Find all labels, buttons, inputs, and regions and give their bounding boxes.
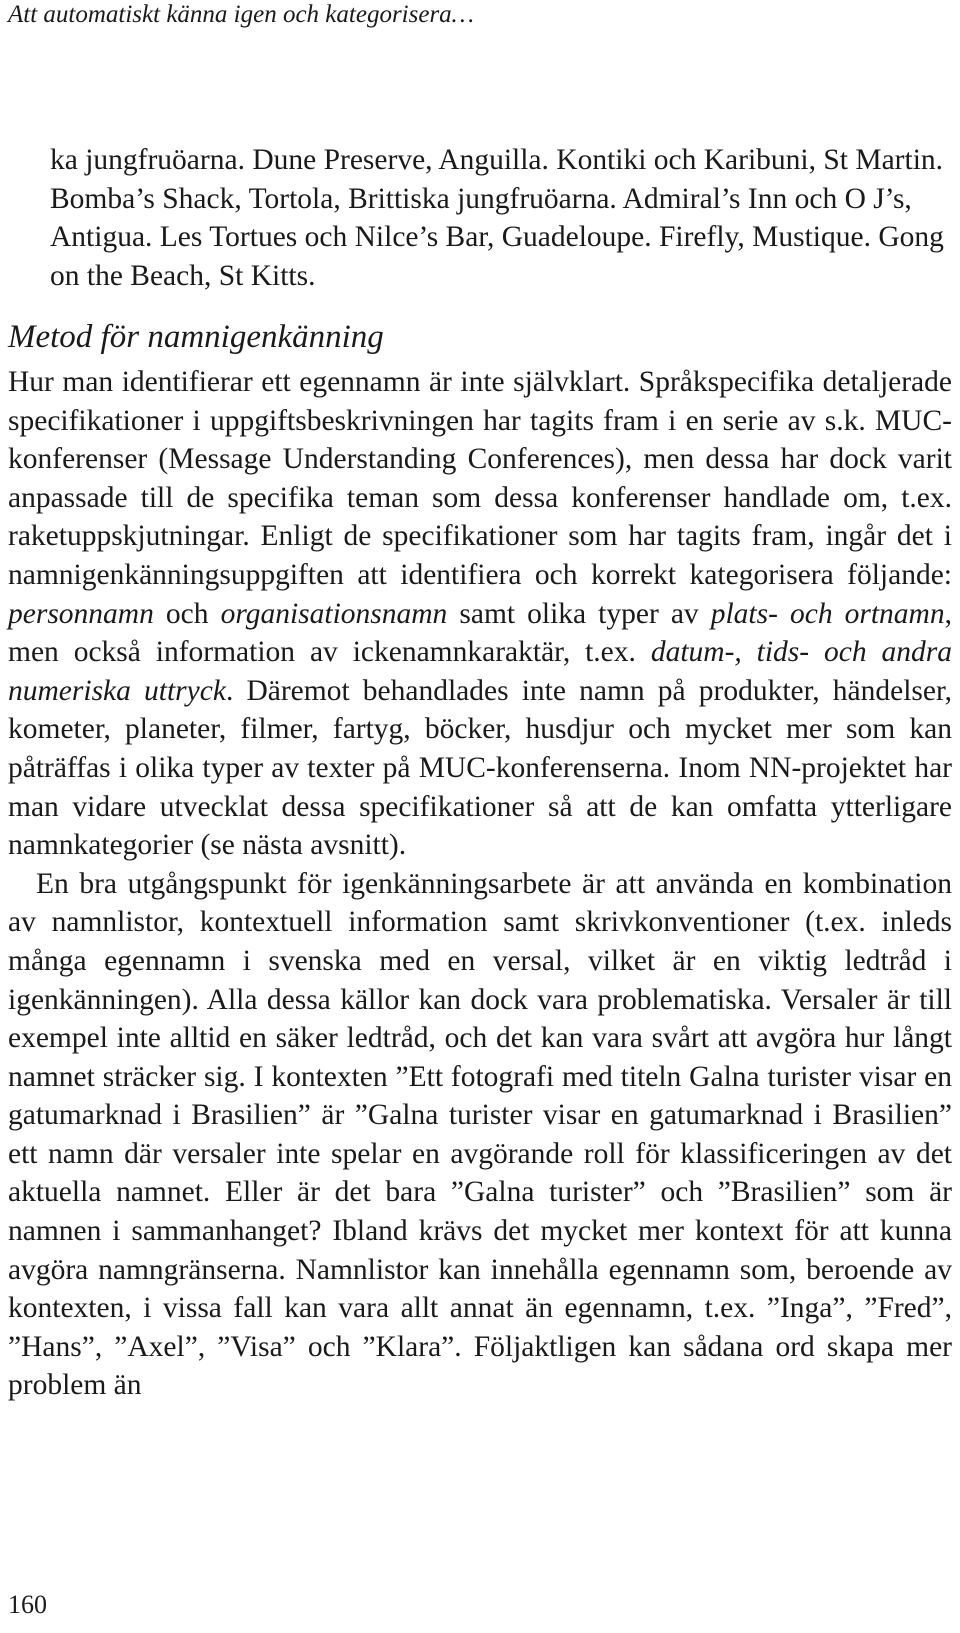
- paragraph-1-text-b: och: [153, 597, 221, 630]
- paragraph-1-emphasis-personnamn: personnamn: [8, 597, 154, 630]
- paragraph-1-text-d: , men också information av ickenamnkaraktär, t.ex.: [8, 597, 952, 669]
- page-number: 160: [8, 1590, 47, 1619]
- running-head: Att automatiskt känna igen och kategorisera…: [8, 1, 474, 28]
- paragraph-1-text-a: Hur man identifierar ett egennamn är inte självklart. Språkspecifika detaljerade specifikationer i uppgiftsbeskrivningen har tagits fram i en serie av s.k. MUC-konferenser (Message Understanding Conferences), men dessa har dock varit anpassade till de specifika teman som dessa konferenser handlade om, t.ex. raketuppskjutningar. Enligt de specifikationer som har tagits fram, ingår det i namnigenkänningsuppgiften att identifiera och korrekt kategorisera följande:: [8, 366, 952, 591]
- paragraph-1-emphasis-numeriska: datum-, tids- och andra numeriska uttryck: [8, 636, 953, 707]
- paragraph-1-text-c: samt olika typer av: [447, 597, 711, 630]
- paragraph-1: [8, 363, 952, 865]
- paragraph-1-emphasis-ortnamn: plats- och ortnamn: [710, 597, 945, 630]
- paragraph-1-emphasis-organisationsnamn: organisationsnamn: [220, 597, 448, 630]
- section-heading: Metod för namnigenkänning: [8, 319, 384, 355]
- paragraph-1-text-e: . Däremot behandlades inte namn på produkter, händelser, kometer, planeter, filmer, fartyg, böcker, husdjur och mycket mer som kan påträffas i olika typer av texter på MUC-konferenserna. Inom NN-projektet har man vidare utvecklat dessa specifikationer så att de kan omfatta ytterligare namnkategorier (se nästa avsnitt).: [8, 674, 952, 862]
- continuation-paragraph: ka jungfruöarna. Dune Preserve, Anguilla. Kontiki och Karibuni, St Martin. Bomba’s Shack, Tortola, Brittiska jungfruöarna. Admiral’s Inn och O J’s, Antigua. Les Tortues och Nilce’s Bar, Guadeloupe. Firefly, Mustique. Gong on the Beach, St Kitts.: [50, 144, 944, 292]
- body-text: [8, 363, 952, 1405]
- paragraph-2: En bra utgångspunkt för igenkänningsarbete är att använda en kombination av namnlistor, kontextuell information samt skrivkonventioner (t.ex. inleds många egennamn i svenska med en versal, vilket är en viktig ledtråd i igenkänningen). Alla dessa källor kan dock vara problematiska. Versaler är till exempel inte alltid en säker ledtråd, och det kan vara svårt att avgöra hur långt namnet sträcker sig. I kontexten ”Ett fotografi med titeln Galna turister visar en gatumarknad i Brasilien” är ”Galna turister visar en gatumarknad i Brasilien” ett namn där versaler inte spelar en avgörande roll för klassificeringen av det aktuella namnet. Eller är det bara ”Galna turister” och ”Brasilien” som är namnen i sammanhanget? Ibland krävs det mycket mer kontext för att kunna avgöra namngränserna. Namnlistor kan innehålla egennamn som, beroende av kontexten, i vissa fall kan vara allt annat än egennamn, t.ex. ”Inga”, ”Fred”, ”Hans”, ”Axel”, ”Visa” och ”Klara”. Följaktligen kan sådana ord skapa mer problem än: [8, 867, 952, 1402]
